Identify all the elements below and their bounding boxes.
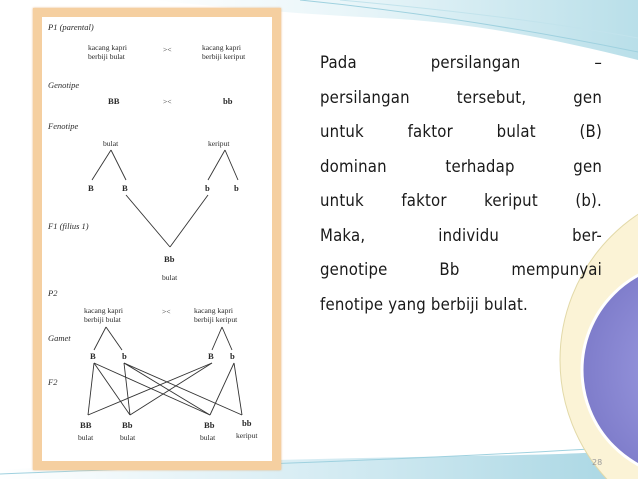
text-line: untuk faktor keriput (b). bbox=[320, 191, 602, 210]
gamet-b-right: b bbox=[230, 351, 235, 361]
f2-phenotype-3: bulat bbox=[200, 433, 216, 442]
text-line: genotipe Bb mempunyai bbox=[320, 260, 602, 279]
text-line: untuk faktor bulat (B) bbox=[320, 122, 602, 141]
f1-genotype: Bb bbox=[164, 254, 175, 264]
diagram-frame bbox=[33, 8, 281, 470]
genotype-left: BB bbox=[108, 96, 120, 106]
f2-genotype-3: Bb bbox=[204, 420, 215, 430]
f2-cross-lines bbox=[88, 363, 242, 415]
cross-diagram bbox=[42, 17, 272, 461]
f2-phenotype-4: keriput bbox=[236, 431, 258, 440]
genotype-cross-symbol: >< bbox=[163, 97, 172, 106]
p1-right-line2: berbiji keriput bbox=[202, 52, 246, 61]
f2-label: F2 bbox=[48, 377, 58, 387]
gamete-b2: b bbox=[234, 183, 239, 193]
p2-left-line1: kacang kapri bbox=[84, 306, 124, 315]
gamet-B-left: B bbox=[90, 351, 96, 361]
f1-label: F1 (filius 1) bbox=[48, 221, 89, 231]
gamete-B2: B bbox=[122, 183, 128, 193]
p2-label: P2 bbox=[48, 288, 58, 298]
phenotype-left: bulat bbox=[103, 139, 119, 148]
p1-cross-symbol: >< bbox=[163, 45, 172, 54]
p1-left-line2: berbiji bulat bbox=[88, 52, 125, 61]
p1-right-line1: kacang kapri bbox=[202, 43, 242, 52]
f2-genotype-2: Bb bbox=[122, 420, 133, 430]
f2-phenotype-1: bulat bbox=[78, 433, 94, 442]
explanation-text bbox=[320, 46, 602, 322]
text-line: fenotipe yang berbiji bulat. bbox=[320, 294, 528, 314]
p2-right-line1: kacang kapri bbox=[194, 306, 234, 315]
page-number: 28 bbox=[592, 458, 603, 467]
p1-label: P1 (parental) bbox=[48, 22, 94, 32]
gamet-b-left: b bbox=[122, 351, 127, 361]
f2-genotype-4: bb bbox=[242, 418, 252, 428]
f2-phenotype-2: bulat bbox=[120, 433, 136, 442]
text-line: persilangan tersebut, gen bbox=[320, 87, 602, 107]
genotipe-label: Genotipe bbox=[48, 80, 80, 90]
gamet-B-right: B bbox=[208, 351, 214, 361]
text-line: Pada persilangan – bbox=[320, 53, 602, 72]
fenotipe-label: Fenotipe bbox=[48, 121, 79, 131]
p2-right-line2: berbiji keriput bbox=[194, 315, 238, 324]
genotype-right: bb bbox=[223, 96, 233, 106]
phenotype-right: keriput bbox=[208, 139, 230, 148]
p2-left-line2: berbiji bulat bbox=[84, 315, 121, 324]
p1-left-line1: kacang kapri bbox=[88, 43, 128, 52]
gamete-B1: B bbox=[88, 183, 94, 193]
p2-cross-symbol: >< bbox=[162, 307, 171, 316]
gamete-b1: b bbox=[205, 183, 210, 193]
text-line: Maka, individu ber- bbox=[320, 225, 602, 245]
gamet-label: Gamet bbox=[48, 333, 71, 343]
f1-phenotype: bulat bbox=[162, 273, 178, 282]
f2-genotype-1: BB bbox=[80, 420, 92, 430]
text-line: dominan terhadap gen bbox=[320, 156, 602, 176]
